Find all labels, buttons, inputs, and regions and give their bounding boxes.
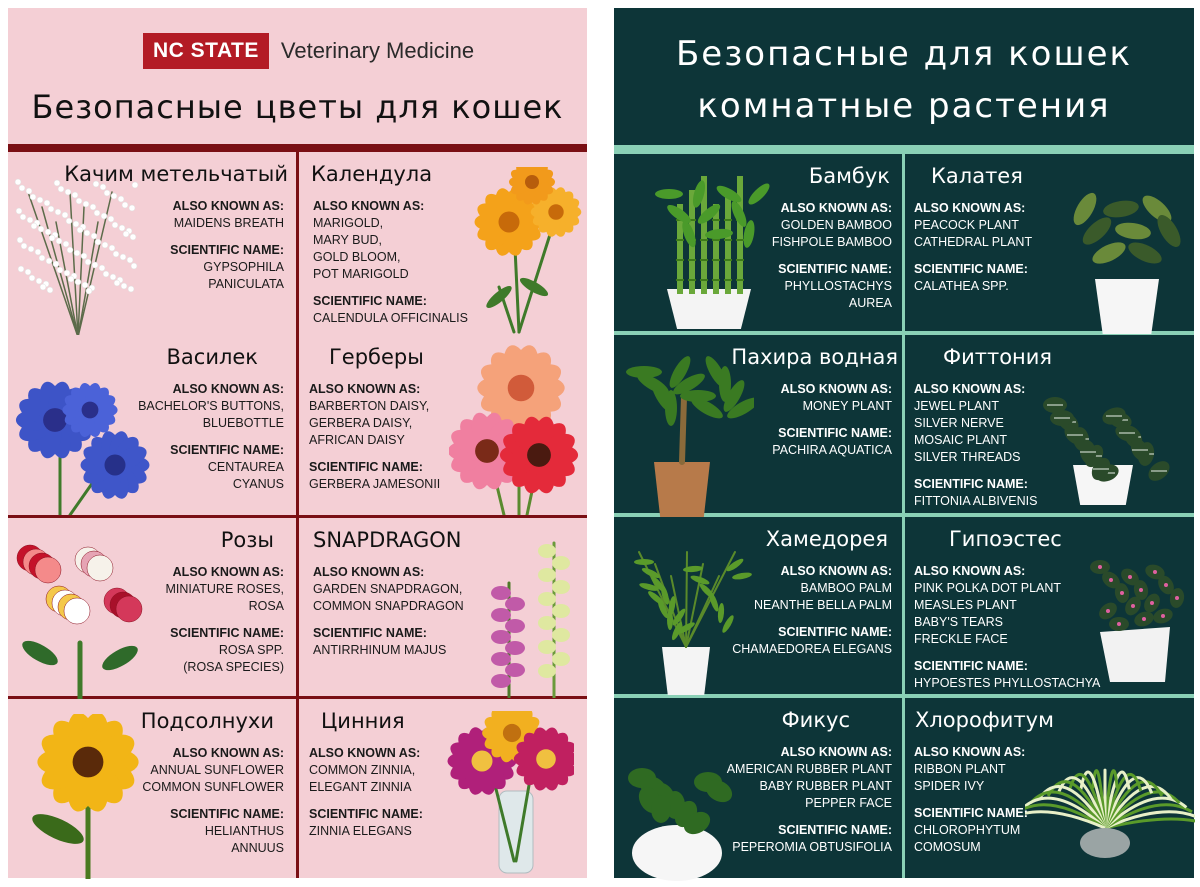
sci-line: FITTONIA ALBIVENIS	[914, 494, 1038, 508]
aka-heading: ALSO KNOWN AS:	[780, 564, 892, 578]
aka-heading: ALSO KNOWN AS:	[780, 745, 892, 759]
flower-image	[474, 167, 584, 337]
aka-heading: ALSO KNOWN AS:	[309, 746, 421, 760]
aka-heading: ALSO KNOWN AS:	[914, 745, 1026, 759]
plant-card	[614, 335, 902, 513]
aka-line: GOLD BLOOM,	[313, 250, 401, 264]
houseplants-title-line2: комнатные растения	[697, 86, 1111, 126]
aka-line: ELEGANT ZINNIA	[309, 780, 412, 794]
plant-image	[1025, 718, 1195, 878]
aka-line: MONEY PLANT	[802, 399, 892, 413]
aka-line: FISHPOLE BAMBOO	[771, 235, 892, 249]
flower-image	[444, 711, 574, 876]
aka-line: CATHEDRAL PLANT	[914, 235, 1033, 249]
aka-line: ROSA	[248, 599, 284, 613]
sci-heading: SCIENTIFIC NAME:	[170, 243, 284, 257]
aka-line: JEWEL PLANT	[914, 399, 999, 413]
sci-heading: SCIENTIFIC NAME:	[170, 807, 284, 821]
flower-name: Розы	[220, 528, 274, 552]
aka-line: BLUEBOTTLE	[202, 416, 284, 430]
flowers-poster	[8, 8, 587, 878]
aka-heading: ALSO KNOWN AS:	[172, 382, 284, 396]
sci-line: AUREA	[848, 296, 892, 310]
sci-line: GERBERA JAMESONII	[309, 477, 441, 491]
logo-text: Veterinary Medicine	[280, 38, 475, 63]
sci-heading: SCIENTIFIC NAME:	[170, 626, 284, 640]
flower-info	[313, 198, 468, 327]
flower-card	[8, 335, 296, 515]
sci-line: PHYLLOSTACHYS	[784, 279, 892, 293]
sci-line: GYPSOPHILA	[203, 260, 284, 274]
aka-line: BACHELOR'S BUTTONS,	[138, 399, 284, 413]
sci-heading: SCIENTIFIC NAME:	[309, 460, 423, 474]
sci-heading: SCIENTIFIC NAME:	[313, 626, 427, 640]
plant-card	[614, 517, 902, 694]
plant-name: Хлорофитум	[915, 708, 1054, 732]
sci-heading: SCIENTIFIC NAME:	[778, 426, 892, 440]
aka-line: PINK POLKA DOT PLANT	[914, 581, 1062, 595]
flower-info	[313, 564, 464, 659]
sci-heading: SCIENTIFIC NAME:	[914, 262, 1028, 276]
sci-line: CALENDULA OFFICINALIS	[313, 311, 468, 325]
aka-heading: ALSO KNOWN AS:	[313, 199, 425, 213]
flower-name: SNAPDRAGON	[313, 528, 462, 552]
aka-line: RIBBON PLANT	[914, 762, 1006, 776]
sci-line: PACHIRA AQUATICA	[772, 443, 892, 457]
plant-image	[624, 347, 754, 522]
plant-info	[772, 200, 892, 312]
aka-line: GARDEN SNAPDRAGON,	[313, 582, 463, 596]
plant-card	[905, 335, 1194, 513]
aka-line: GERBERA DAISY,	[309, 416, 413, 430]
sci-line: CYANUS	[232, 477, 284, 491]
aka-heading: ALSO KNOWN AS:	[172, 565, 284, 579]
nc-state-logo	[143, 33, 474, 69]
aka-line: BAMBOO PALM	[800, 581, 892, 595]
aka-line: GOLDEN BAMBOO	[780, 218, 892, 232]
sci-line: ROSA SPP.	[218, 643, 284, 657]
sci-line: CHLOROPHYTUM	[914, 823, 1021, 837]
sci-line: ZINNIA ELEGANS	[309, 824, 412, 838]
plant-name: Гипоэстес	[949, 527, 1062, 551]
flower-info	[165, 564, 284, 676]
aka-line: MEASLES PLANT	[914, 598, 1017, 612]
sci-line: PANICULATA	[208, 277, 284, 291]
aka-line: MOSAIC PLANT	[914, 433, 1008, 447]
sci-heading: SCIENTIFIC NAME:	[914, 806, 1028, 820]
aka-line: AFRICAN DAISY	[309, 433, 405, 447]
aka-line: COMMON SUNFLOWER	[142, 780, 284, 794]
sci-heading: SCIENTIFIC NAME:	[170, 443, 284, 457]
aka-heading: ALSO KNOWN AS:	[780, 382, 892, 396]
plant-info	[914, 381, 1037, 510]
flower-image	[449, 343, 579, 515]
flower-name: Цинния	[321, 709, 405, 733]
flower-name: Герберы	[329, 345, 424, 369]
plant-card	[905, 698, 1194, 878]
plant-name: Фиттония	[943, 345, 1053, 369]
flower-name: Календула	[311, 162, 433, 186]
sci-line: ANTIRRHINUM MAJUS	[313, 643, 447, 657]
plant-card	[905, 517, 1194, 694]
sci-line: (ROSA SPECIES)	[183, 660, 284, 674]
sci-line: COMOSUM	[914, 840, 981, 854]
sci-heading: SCIENTIFIC NAME:	[914, 659, 1028, 673]
flower-card	[299, 152, 587, 340]
aka-heading: ALSO KNOWN AS:	[309, 382, 421, 396]
sci-line: CENTAUREA	[207, 460, 284, 474]
plant-info	[914, 563, 1100, 692]
aka-line: BABY RUBBER PLANT	[759, 779, 892, 793]
sci-line: PEPEROMIA OBTUSIFOLIA	[732, 840, 892, 854]
plant-name: Фикус	[781, 708, 850, 732]
flower-card	[299, 518, 587, 696]
aka-heading: ALSO KNOWN AS:	[914, 564, 1026, 578]
aka-line: PEACOCK PLANT	[914, 218, 1019, 232]
aka-line: MARY BUD,	[313, 233, 383, 247]
aka-line: MAIDENS BREATH	[173, 216, 284, 230]
aka-heading: ALSO KNOWN AS:	[914, 382, 1026, 396]
flower-image	[18, 714, 143, 879]
plant-card	[905, 154, 1194, 331]
flower-card	[8, 699, 296, 878]
flower-card	[8, 152, 296, 340]
aka-heading: ALSO KNOWN AS:	[914, 201, 1026, 215]
flower-image	[10, 533, 160, 701]
flower-card	[299, 699, 587, 878]
sci-heading: SCIENTIFIC NAME:	[914, 477, 1028, 491]
sci-heading: SCIENTIFIC NAME:	[778, 262, 892, 276]
plant-image	[1035, 375, 1185, 510]
aka-heading: ALSO KNOWN AS:	[172, 199, 284, 213]
flower-image	[10, 370, 150, 515]
aka-line: MARIGOLD,	[313, 216, 384, 230]
flower-name: Подсолнухи	[140, 709, 274, 733]
aka-line: BABY'S TEARS	[914, 615, 1003, 629]
plant-name: Хамедорея	[765, 527, 888, 551]
sci-line: ANNUUS	[231, 841, 284, 855]
sci-heading: SCIENTIFIC NAME:	[313, 294, 427, 308]
sci-heading: SCIENTIFIC NAME:	[309, 807, 423, 821]
plant-name: Калатея	[931, 164, 1023, 188]
aka-line: POT MARIGOLD	[313, 267, 409, 281]
logo-box: NC STATE	[143, 33, 269, 69]
plant-info	[772, 381, 892, 459]
flower-info	[170, 198, 284, 293]
plant-image	[1055, 169, 1195, 334]
flower-card	[299, 335, 587, 515]
plant-image	[622, 718, 737, 883]
aka-line: AMERICAN RUBBER PLANT	[726, 762, 892, 776]
plant-info	[732, 563, 892, 658]
plant-info	[914, 744, 1028, 856]
plant-card	[614, 698, 902, 878]
sci-heading: SCIENTIFIC NAME:	[778, 625, 892, 639]
plant-image	[639, 164, 779, 329]
aka-heading: ALSO KNOWN AS:	[780, 201, 892, 215]
aka-heading: ALSO KNOWN AS:	[172, 746, 284, 760]
sci-heading: SCIENTIFIC NAME:	[778, 823, 892, 837]
aka-line: PEPPER FACE	[805, 796, 892, 810]
flower-name: Качим метельчатый	[64, 162, 288, 186]
flower-info	[142, 745, 284, 857]
aka-line: SPIDER IVY	[914, 779, 985, 793]
aka-line: SILVER NERVE	[914, 416, 1004, 430]
plant-card	[614, 154, 902, 331]
aka-line: COMMON ZINNIA,	[309, 763, 416, 777]
sci-line: CHAMAEDOREA ELEGANS	[732, 642, 892, 656]
sci-line: HYPOESTES PHYLLOSTACHYA	[914, 676, 1101, 690]
flowers-title: Безопасные цветы для кошек	[31, 88, 564, 126]
flower-image	[479, 523, 587, 698]
aka-line: FRECKLE FACE	[914, 632, 1008, 646]
aka-line: COMMON SNAPDRAGON	[313, 599, 464, 613]
aka-line: ANNUAL SUNFLOWER	[150, 763, 284, 777]
flower-card	[8, 518, 296, 696]
houseplants-poster	[614, 8, 1194, 878]
flower-info	[138, 381, 284, 493]
aka-line: SILVER THREADS	[914, 450, 1021, 464]
plant-info	[727, 744, 892, 856]
aka-line: BARBERTON DAISY,	[309, 399, 430, 413]
sci-line: CALATHEA SPP.	[914, 279, 1009, 293]
aka-line: NEANTHE BELLA PALM	[753, 598, 892, 612]
flower-name: Василек	[166, 345, 258, 369]
aka-line: MINIATURE ROSES,	[165, 582, 284, 596]
houseplants-title-line1: Безопасные для кошек	[675, 34, 1133, 74]
flower-info	[309, 745, 423, 840]
sci-line: HELIANTHUS	[204, 824, 284, 838]
flower-info	[309, 381, 440, 493]
plant-name: Пахира водная	[731, 345, 898, 369]
plant-name: Бамбук	[808, 164, 890, 188]
aka-heading: ALSO KNOWN AS:	[313, 565, 425, 579]
plant-info	[914, 200, 1032, 295]
